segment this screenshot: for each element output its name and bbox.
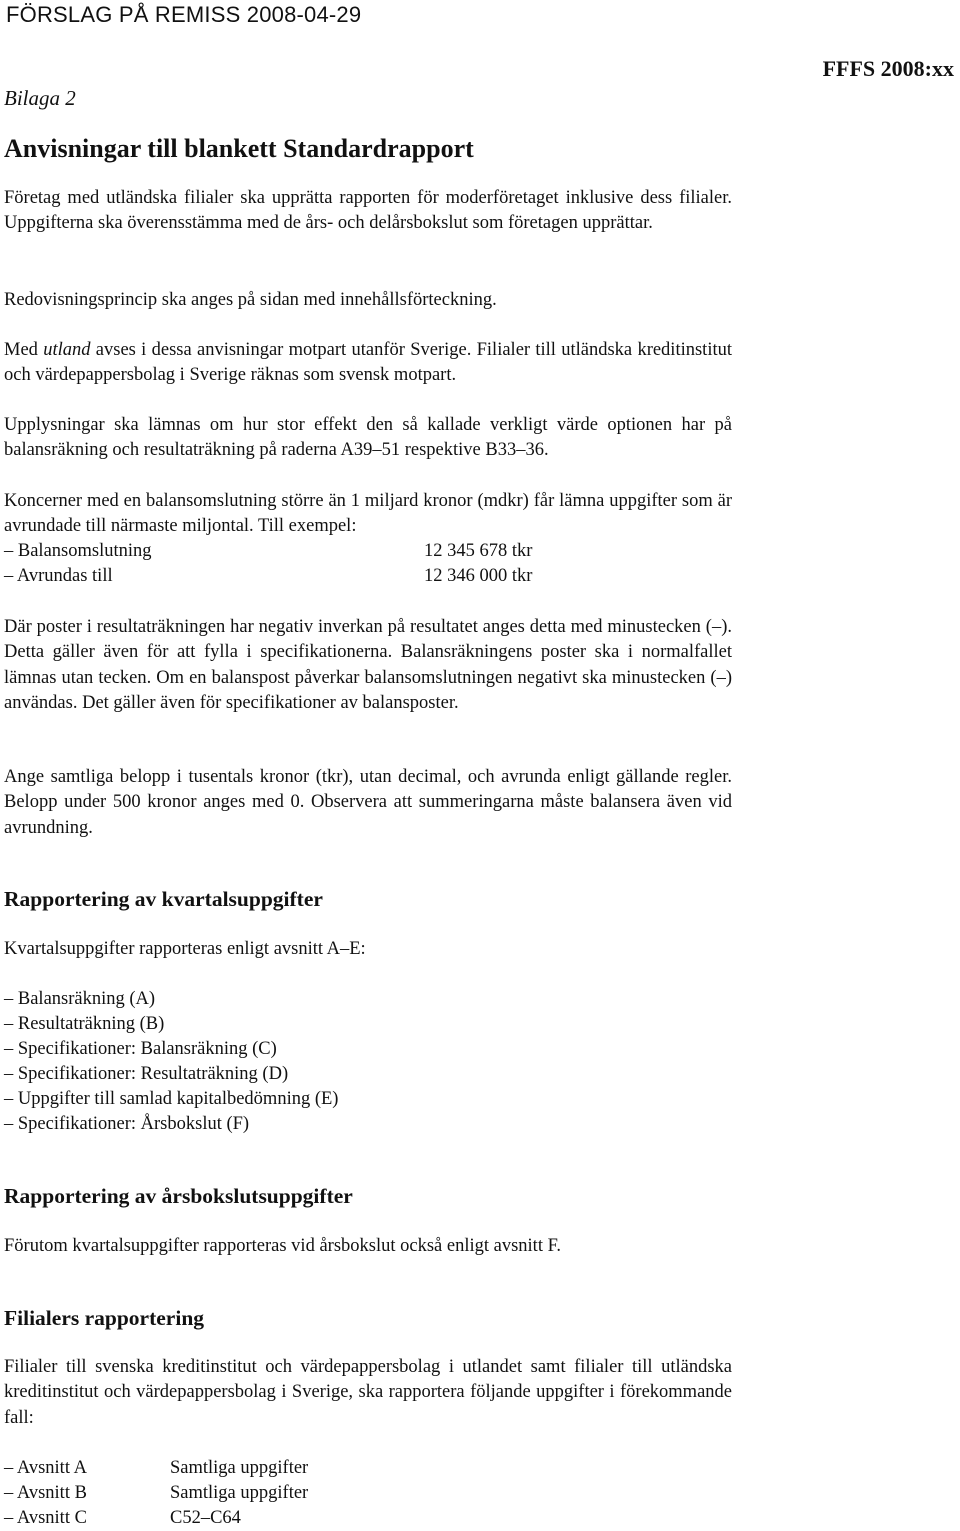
list-item: – Balansräkning (A) bbox=[4, 989, 156, 1009]
quarterly-list bbox=[4, 987, 338, 1138]
utland-term: utland bbox=[43, 340, 91, 360]
example-row: – Balansomslutning 12 345 678 tkr bbox=[4, 541, 533, 561]
draft-header: FÖRSLAG PÅ REMISS 2008-04-29 bbox=[6, 2, 362, 27]
list-item: – Resultaträkning (B) bbox=[4, 1014, 165, 1035]
list-item: – Uppgifter till samlad kapitalbedömning (E) bbox=[4, 1089, 339, 1110]
page-title: Anvisningar till blankett Standardrapport bbox=[4, 134, 474, 163]
heading-branches: Filialers rapportering bbox=[4, 1306, 205, 1330]
list-item: – Specifikationer: Resultaträkning (D) bbox=[4, 1064, 289, 1085]
list-item: – Specifikationer: Balansräkning (C) bbox=[4, 1039, 277, 1060]
list-item: – Specifikationer: Årsbokslut (F) bbox=[4, 1114, 250, 1135]
paragraph-amounts: Ange samtliga belopp i tusentals kronor (tkr), utan decimal, och avrunda enligt gällande regler. Belopp under 500 kronor anges med 0. Observera att summeringarna måste balansera även vid avrundning. bbox=[4, 767, 732, 838]
table-row: – Avsnitt A Samtliga uppgifter bbox=[4, 1458, 309, 1478]
paragraph-foreign-branches: Företag med utländska filialer ska upprätta rapporten för moderföretaget inklusive dess filialer. Uppgifterna ska överensstämma med de års- och delårsbokslut som företagen upprättar. bbox=[4, 188, 732, 234]
rounding-example bbox=[4, 539, 532, 589]
quarterly-intro: Kvartalsuppgifter rapporteras enligt avsnitt A–E: bbox=[4, 939, 366, 959]
paragraph-utland: Med utland avses i dessa anvisningar motpart utanför Sverige. Filialer till utländska kreditinstitut och värdepappersbolag i Sverige räknas som svensk motpart. bbox=[4, 340, 732, 386]
table-row: – Avsnitt C C52–C64 bbox=[4, 1508, 241, 1529]
heading-annual: Rapportering av årsbokslutsuppgifter bbox=[4, 1184, 353, 1208]
regulation-code: FFFS 2008:xx bbox=[822, 56, 954, 81]
annual-text: Förutom kvartalsuppgifter rapporteras vid årsbokslut också enligt avsnitt F. bbox=[4, 1236, 562, 1256]
table-row: – Avsnitt B Samtliga uppgifter bbox=[4, 1483, 309, 1504]
paragraph-rounding: Koncerner med en balansomslutning större än 1 miljard kronor (mdkr) får lämna uppgifter som är avrundade till närmaste miljontal. Till exempel: bbox=[4, 491, 732, 537]
appendix-label: Bilaga 2 bbox=[4, 86, 76, 110]
branches-text: Filialer till svenska kreditinstitut och värdepappersbolag i utlandet samt filialer till utländska kreditinstitut och värdepappersbolag i Sverige, ska rapportera följande uppgifter i förekommande fall: bbox=[4, 1357, 732, 1428]
example-row: – Avrundas till 12 346 000 tkr bbox=[4, 566, 533, 587]
paragraph-accounting-principle: Redovisningsprincip ska anges på sidan med innehållsförteckning. bbox=[4, 290, 497, 310]
paragraph-fair-value: Upplysningar ska lämnas om hur stor effekt den så kallade verkligt värde optionen har på balansräkning och resultaträkning på raderna A39–51 respektive B33–36. bbox=[4, 415, 732, 461]
paragraph-minus-sign: Där poster i resultaträkningen har negativ inverkan på resultatet anges detta med minustecken (–). Detta gäller även för att fylla i specifikationerna. Balansräkningens poster ska i normalfallet lämnas utan tecken. Om en balanspost påverkar balansomslutningen negativt ska minustecken (–) användas. Det gäller även för specifikationer av balansposter. bbox=[4, 617, 732, 713]
heading-quarterly: Rapportering av kvartalsuppgifter bbox=[4, 887, 323, 911]
branches-sections bbox=[4, 1456, 308, 1531]
